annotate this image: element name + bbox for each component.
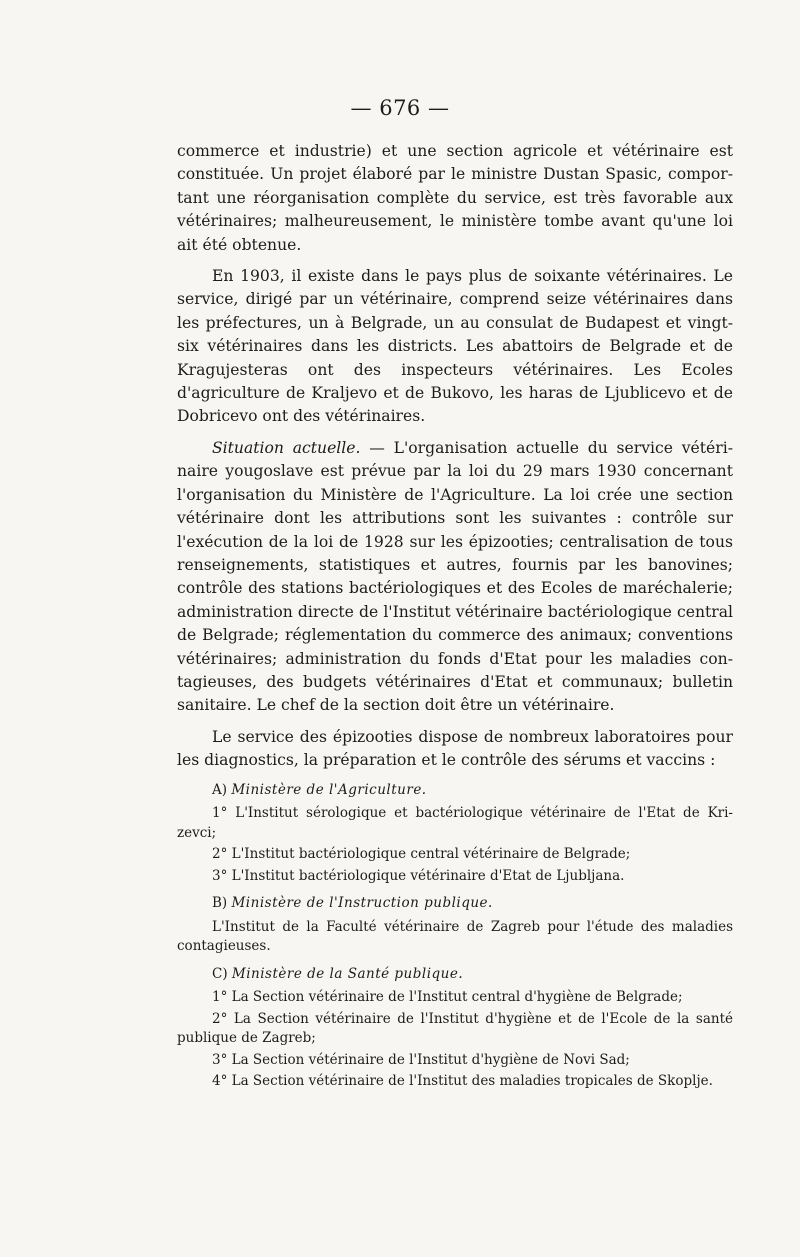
section-a-title: Ministère de l'Agriculture. xyxy=(231,781,427,798)
section-c-item-1: 1° La Section vétérinaire de l'Institut central d'hygiène de Belgrade; xyxy=(212,989,683,1006)
section-b-heading xyxy=(177,894,733,914)
paragraph-1: commerce et industrie) et une section agricole et vétérinaire est constituée. Un projet élaboré par le ministre Dustan Spasic, compor-tant une réorganisation complète du service, est très favorable aux vétérinaires; malheureusement, le ministère tombe avant qu'une loi ait été obtenue. xyxy=(177,142,733,254)
section-c-heading xyxy=(177,965,733,985)
page-number: — 676 — xyxy=(350,96,450,120)
section-a xyxy=(177,781,733,887)
section-a-item-3: 3° L'Institut bactériologique vétérinaire d'Etat de Ljubljana. xyxy=(212,867,625,884)
paragraph-3 xyxy=(177,437,733,718)
section-c-item-4: 4° La Section vétérinaire de l'Institut des maladies tropicales de Skoplje. xyxy=(212,1073,713,1090)
section-c xyxy=(177,965,733,1092)
section-a-heading xyxy=(177,781,733,801)
section-c-letter: C) xyxy=(212,965,228,982)
section-c-title: Ministère de la Santé publique. xyxy=(231,965,464,982)
paragraph-2: En 1903, il existe dans le pays plus de soixante vétérinaires. Le service, dirigé par un vétérinaire, comprend seize vétérinaires dans les préfectures, un à Belgrade, un au consulat de Budapest et vingt-six vétérinaires dans les districts. Les abattoirs de Belgrade et de Kragujesteras ont des inspecteurs vétérinaires. Les Ecoles d'agriculture de Kraljevo et de Bukovo, les haras de Ljublicevo et de Dobricevo ont des vétérinaires. xyxy=(177,267,733,426)
section-b xyxy=(177,894,733,957)
section-a-item-1: 1° L'Institut sérologique et bactériologique vétérinaire de l'Etat de Kri-zevci; xyxy=(177,805,733,841)
paragraph-3-text: — L'organisation actuelle du service vétéri-naire yougoslave est prévue par la loi du 29 mars 1930 concernant l'organisation du Ministère de l'Agriculture. La loi crée une section vétérinaire dont les attributions sont les suivantes : contrôle sur l'exécution de la loi de 1928 sur les épizooties; centralisation de tous renseignements, statistiques et autres, fournis par les banovines; contrôle des stations bactériologiques et des Ecoles de maréchalerie; administration directe de l'Institut vétérinaire bactériologique central de Belgrade; réglementation du commerce des animaux; conventions vétérinaires; administration du fonds d'Etat pour les maladies con-tagieuses, des budgets vétérinaires d'Etat et communaux; bulletin sanitaire. Le chef de la section doit être un vétérinaire. xyxy=(177,438,733,715)
section-b-letter: B) xyxy=(212,895,228,912)
body-text xyxy=(177,140,733,1092)
section-a-item-2: 2° L'Institut bactériologique central vétérinaire de Belgrade; xyxy=(212,846,631,863)
section-heading-situation-actuelle: Situation actuelle. xyxy=(212,438,361,457)
section-b-item-1: L'Institut de la Faculté vétérinaire de Zagreb pour l'étude des maladies contagieuses. xyxy=(177,918,733,955)
section-b-title: Ministère de l'Instruction publique. xyxy=(231,895,493,912)
section-a-letter: A) xyxy=(212,781,228,798)
paragraph-4: Le service des épizooties dispose de nombreux laboratoires pour les diagnostics, la préparation et le contrôle des sérums et vaccins : xyxy=(177,727,733,770)
section-c-item-3: 3° La Section vétérinaire de l'Institut d'hygiène de Novi Sad; xyxy=(212,1051,630,1068)
section-c-item-2: 2° La Section vétérinaire de l'Institut d'hygiène et de l'Ecole de la santé publique de Zagreb; xyxy=(177,1010,733,1047)
